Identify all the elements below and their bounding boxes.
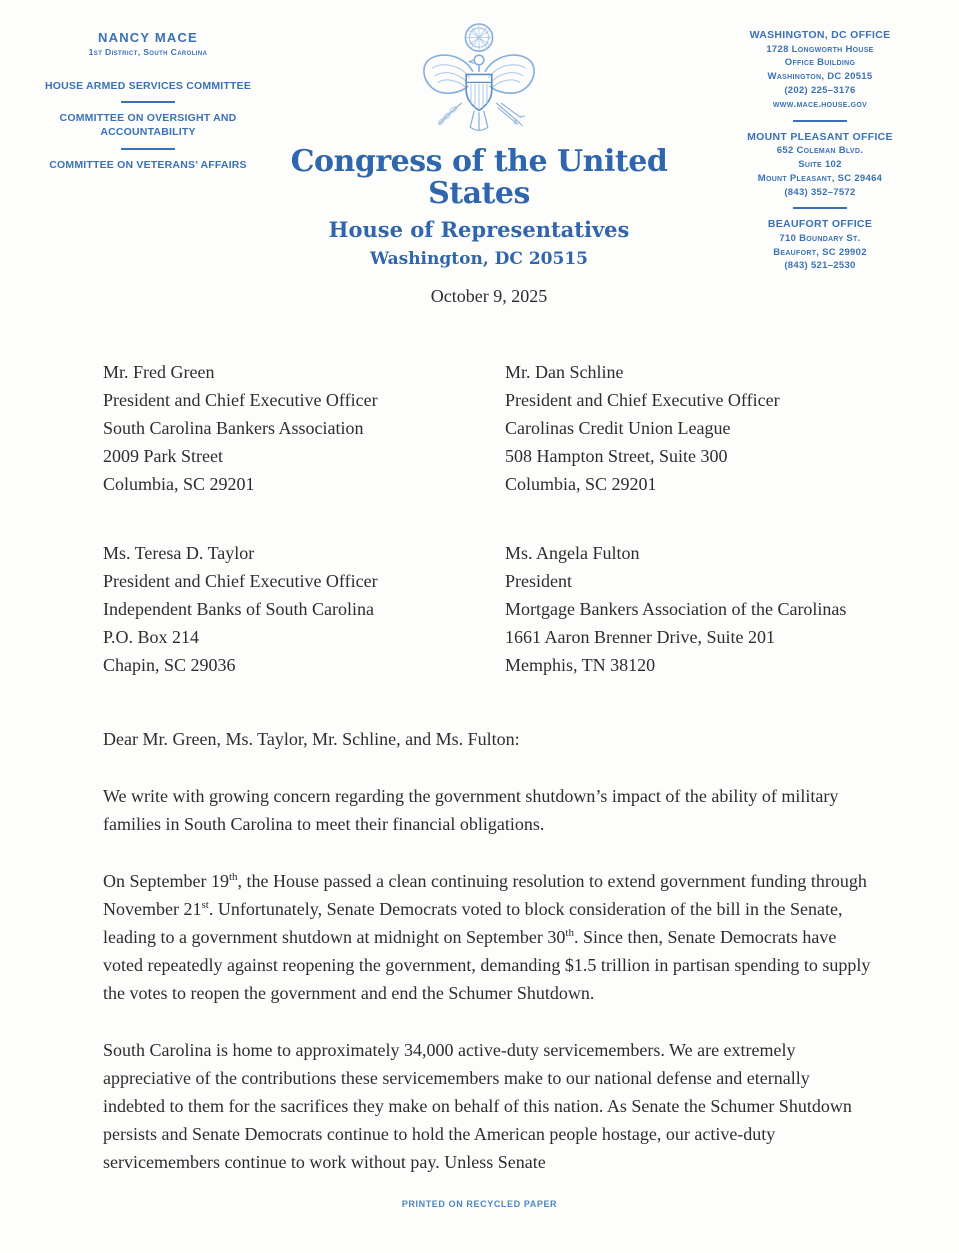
letterhead-center bbox=[279, 18, 679, 269]
ordinal-superscript: th bbox=[228, 871, 238, 883]
page-footer bbox=[0, 1199, 959, 1209]
paragraph bbox=[103, 867, 875, 1007]
recipient-block bbox=[505, 539, 857, 679]
org-address: Washington, DC 20515 bbox=[370, 249, 588, 269]
recipients-grid bbox=[103, 358, 875, 679]
recipient-line: Memphis, TN 38120 bbox=[505, 655, 656, 675]
recipient-line: Columbia, SC 29201 bbox=[103, 474, 255, 494]
recipient-block bbox=[103, 358, 455, 498]
paragraph-text: On September 19 bbox=[103, 871, 229, 891]
committee-item: COMMITTEE ON OVERSIGHT AND ACCOUNTABILITY bbox=[59, 112, 237, 139]
committee-item: HOUSE ARMED SERVICES COMMITTEE bbox=[44, 80, 252, 92]
office-name: WASHINGTON, DC OFFICE bbox=[749, 29, 891, 41]
office-line: Office Building bbox=[784, 57, 856, 69]
office-block bbox=[701, 217, 939, 273]
office-line: Washington, DC 20515 bbox=[767, 71, 873, 83]
recipient-line: Ms. Angela Fulton bbox=[505, 543, 640, 563]
office-line: 1728 Longworth House bbox=[766, 43, 874, 55]
recipient-line: P.O. Box 214 bbox=[103, 627, 200, 647]
recipient-line: Mr. Fred Green bbox=[103, 362, 215, 382]
paragraph bbox=[103, 1036, 875, 1176]
recipient-line: President and Chief Executive Officer bbox=[103, 390, 378, 410]
paragraph-text: We write with growing concern regarding the government shutdown’s impact of the ability of military families in South Carolina to meet their financial obligations. bbox=[103, 786, 839, 834]
recipient-line: 2009 Park Street bbox=[103, 446, 223, 466]
recipient-line: South Carolina Bankers Association bbox=[103, 418, 364, 438]
ordinal-superscript: th bbox=[565, 927, 574, 939]
org-subtitle: House of Representatives bbox=[328, 217, 630, 242]
paragraph-text: South Carolina is home to approximately 34,000 active-duty servicemembers. We are extremely appreciative of the contributions these servicemembers make to our national defense and eternally indebted to them for the sacrifices they make on behalf of this nation. As Senate the Schumer Shutdown persists and Senate Democrats continue to hold the American people hostage, our active-duty servicemembers continue to work without pay. Unless Senate bbox=[103, 1040, 852, 1172]
district-offices bbox=[701, 28, 939, 273]
great-seal-icon bbox=[415, 18, 543, 142]
recipient-line: Mortgage Bankers Association of the Carolinas bbox=[505, 599, 847, 619]
office-name: MOUNT PLEASANT OFFICE bbox=[747, 130, 893, 143]
recipient-line: Independent Banks of South Carolina bbox=[103, 599, 374, 619]
recipient-line: Carolinas Credit Union League bbox=[505, 418, 731, 438]
member-info bbox=[26, 30, 270, 172]
recipient-line: 1661 Aaron Brenner Drive, Suite 201 bbox=[505, 627, 775, 647]
letter-date: October 9, 2025 bbox=[430, 286, 548, 306]
office-line: (202) 225–3176 bbox=[784, 84, 856, 96]
letter-paragraphs bbox=[103, 782, 875, 1176]
office-line: 652 Coleman Blvd. bbox=[776, 145, 864, 157]
office-block bbox=[701, 130, 939, 200]
divider bbox=[121, 101, 175, 103]
recipient-line: Columbia, SC 29201 bbox=[505, 474, 657, 494]
paragraph-text: . Unfortunately, Senate Democrats voted to block consideration of the bill in the Senate, leading to a government shutdown at midnight on September 30 bbox=[103, 899, 843, 947]
org-title: Congress of the United States bbox=[290, 144, 668, 211]
committee-item: COMMITTEE ON VETERANS’ AFFAIRS bbox=[49, 158, 247, 171]
office-block bbox=[701, 28, 939, 112]
recipient-line: 508 Hampton Street, Suite 300 bbox=[505, 446, 728, 466]
ordinal-superscript: st bbox=[201, 899, 209, 911]
recipient-line: Ms. Teresa D. Taylor bbox=[103, 543, 255, 563]
divider bbox=[121, 148, 175, 150]
recipient-line: President and Chief Executive Officer bbox=[505, 390, 780, 410]
committee-list bbox=[26, 79, 270, 172]
recipient-line: Chapin, SC 29036 bbox=[103, 655, 236, 675]
salutation: Dear Mr. Green, Ms. Taylor, Mr. Schline, and Ms. Fulton: bbox=[103, 729, 520, 749]
paragraph bbox=[103, 782, 875, 838]
office-line: Mount Pleasant, SC 29464 bbox=[757, 172, 883, 184]
paragraph-text: , the House passed a clean continuing resolution to extend government funding through November 21 bbox=[103, 871, 867, 919]
recipient-block bbox=[505, 358, 857, 498]
office-line: 710 Boundary St. bbox=[779, 232, 861, 244]
recipient-line: Mr. Dan Schline bbox=[505, 362, 624, 382]
office-line: (843) 352–7572 bbox=[784, 186, 856, 198]
paragraph-text: . Since then, Senate Democrats have voted repeatedly against reopening the government, demanding $1.5 trillion in partisan spending to supply the votes to reopen the government and end the Schumer Shutdown. bbox=[103, 927, 871, 1003]
recipient-line: President bbox=[505, 571, 572, 591]
recipient-line: President and Chief Executive Officer bbox=[103, 571, 378, 591]
office-name: BEAUFORT OFFICE bbox=[767, 218, 873, 231]
office-line: Suite 102 bbox=[798, 158, 842, 170]
recipient-block bbox=[103, 539, 455, 679]
member-name: NANCY MACE bbox=[98, 30, 198, 45]
office-line: www.mace.house.gov bbox=[772, 98, 868, 110]
divider bbox=[793, 207, 847, 209]
office-line: (843) 521–2530 bbox=[784, 260, 856, 272]
letter-body bbox=[103, 282, 875, 1205]
member-district: 1st District, South Carolina bbox=[88, 47, 208, 57]
office-line: Beaufort, SC 29902 bbox=[773, 246, 867, 258]
recycled-paper-note: PRINTED ON RECYCLED PAPER bbox=[401, 1199, 558, 1209]
divider bbox=[793, 120, 847, 122]
